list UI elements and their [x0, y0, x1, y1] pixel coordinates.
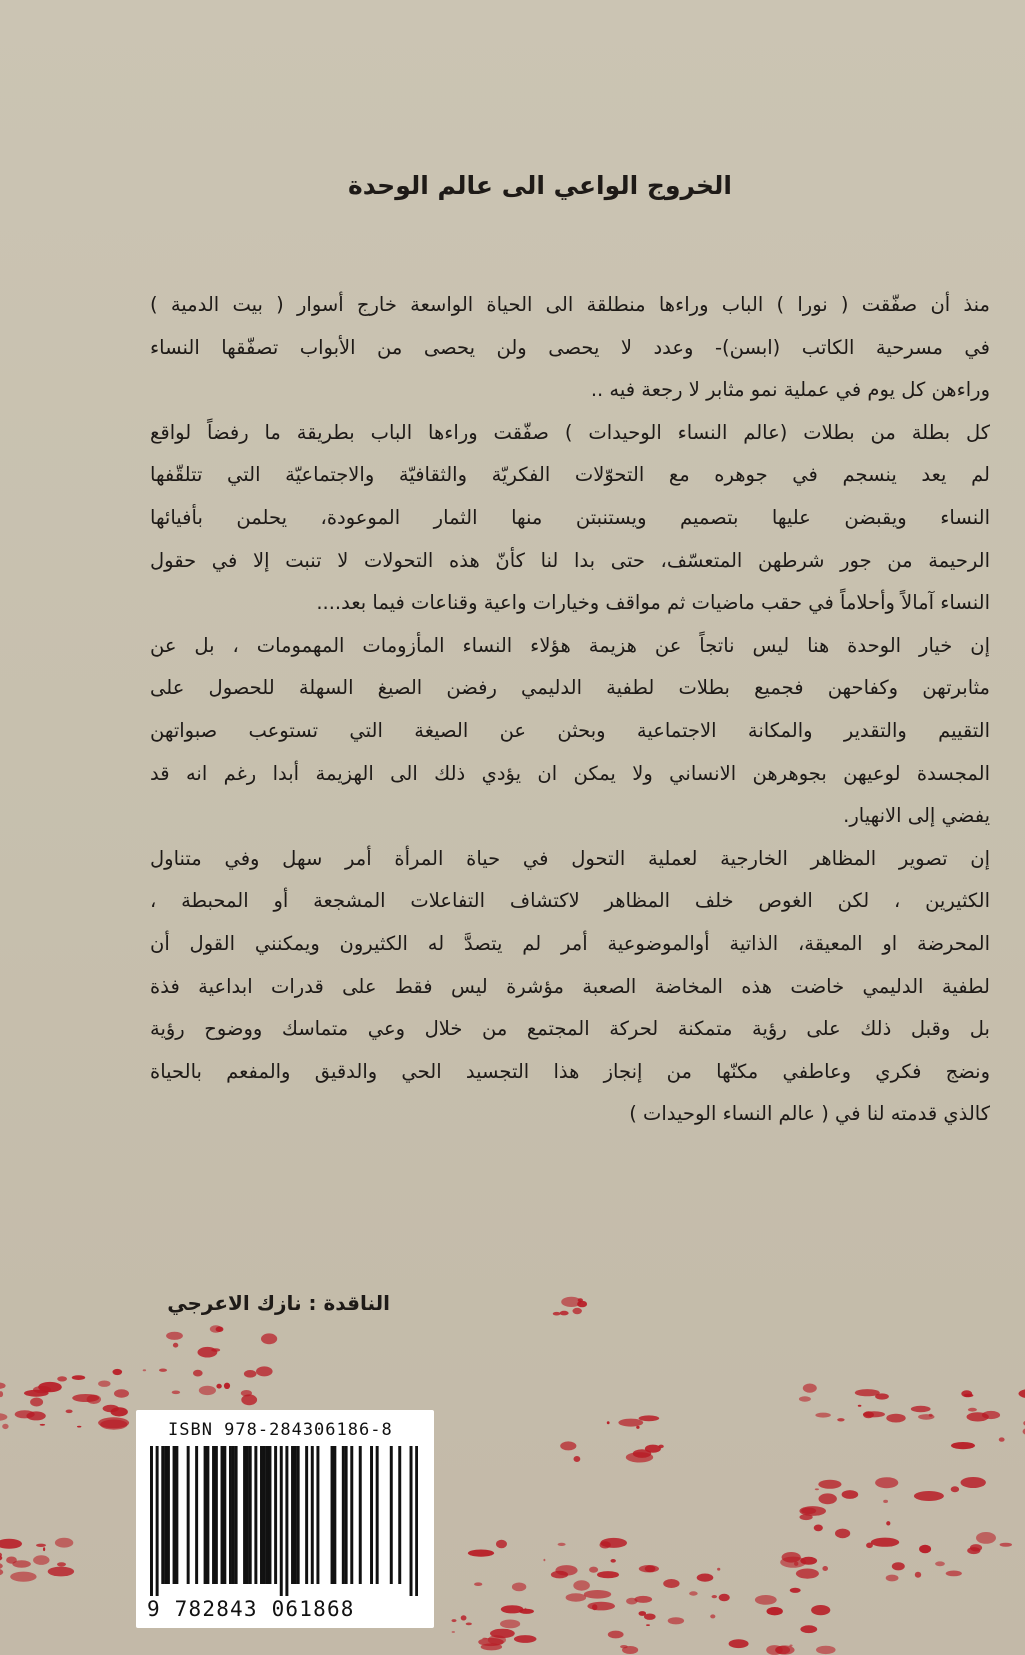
barcode-bar — [167, 1446, 170, 1584]
barcode-bar — [274, 1446, 277, 1584]
paragraph-2 — [150, 412, 990, 625]
text-line: لم يعد ينسجم في جوهره مع التحوّلات الفكريّة والثقافيّة والاجتماعيّة التي تتلقّفها — [150, 463, 990, 487]
barcode-bar — [175, 1446, 178, 1584]
text-line: المجسدة لوعيهن بجوهرهن الانساني ولا يمكن ان يؤدي ذلك الى الهزيمة أبدا رغم انه قد — [150, 761, 990, 785]
cover-title: الخروج الواعي الى عالم الوحدة — [347, 171, 733, 200]
barcode-bar — [410, 1446, 413, 1596]
barcode-bar — [342, 1446, 345, 1584]
barcode-bar — [150, 1446, 153, 1596]
barcode-bar — [316, 1446, 319, 1584]
text-line: التقييم والتقدير والمكانة الاجتماعية وبحثن عن الصيغة التي تستوعب صبواتهن — [150, 718, 990, 742]
barcode-bar — [235, 1446, 238, 1584]
barcode-bar — [195, 1446, 198, 1584]
barcode-bars — [150, 1446, 418, 1596]
barcode-bar — [215, 1446, 218, 1584]
barcode-bar — [345, 1446, 348, 1584]
text-line: النساء ويقبضن عليها بتصميم ويستنبتن منها الثمار الموعودة، يحلمن بأفيائها — [150, 505, 990, 529]
barcode-bar — [243, 1446, 246, 1584]
text-line: مثابرتهن وكفاحهن فجميع بطلات لطفية الدليمي رفضن الصيغ السهلة للحصول على — [150, 676, 990, 700]
text-line: المحرضة او المعيقة، الذاتية أوالموضوعية أمر لم يتصدَّ له الكثيرون ويمكنني القول أن — [150, 931, 990, 955]
barcode-bar — [266, 1446, 269, 1584]
text-line: منذ أن صفّقت ( نورا ) الباب وراءها منطلقة الى الحياة الواسعة خارج أسوار ( بيت الدمية ) — [150, 293, 990, 316]
critic-signature: الناقدة : نازك الاعرجي — [167, 1291, 390, 1315]
barcode-bar — [305, 1446, 308, 1584]
barcode-bar — [232, 1446, 235, 1584]
barcode-bar — [350, 1446, 353, 1584]
text-line: الرحيمة من جور شرطهن المتعسّف، حتى بدا لنا كأنّ هذه التحولات لا تنبت إلا في حقول — [150, 548, 990, 572]
barcode-bar — [223, 1446, 226, 1584]
barcode-bar — [254, 1446, 257, 1584]
barcode-bar — [246, 1446, 249, 1584]
barcode-bar — [161, 1446, 164, 1584]
barcode-bar — [156, 1446, 159, 1596]
barcode-bar — [297, 1446, 300, 1584]
isbn-label: ISBN 978-284306186-8 — [168, 1420, 393, 1440]
barcode-bar — [291, 1446, 294, 1584]
text-line: وراءهن كل يوم في عملية نمو مثابر لا رجعة فيه .. — [590, 378, 990, 402]
text-line: بل وقبل ذلك على رؤية متمكنة لحركة المجتمع من خلال وعي متماسك ووضوح رؤية — [150, 1017, 990, 1041]
barcode-bar — [263, 1446, 266, 1584]
ean-digits: 9 782843 061868 — [147, 1597, 355, 1621]
barcode-bar — [221, 1446, 224, 1584]
barcode-bar — [280, 1446, 283, 1596]
text-line: إن خيار الوحدة هنا ليس ناتجاً عن هزيمة هؤلاء النساء المأزومات المهمومات ، بل عن — [150, 633, 990, 657]
text-line: كل بطلة من بطلات (عالم النساء الوحيدات ) صفّقت وراءها الباب بطريقة ما رفضاً لواقع — [150, 420, 990, 444]
barcode-bar — [370, 1446, 373, 1584]
paragraph-3 — [150, 625, 990, 838]
barcode-bar — [415, 1446, 418, 1596]
barcode-bar — [390, 1446, 393, 1584]
barcode-bar — [359, 1446, 362, 1584]
text-line: النساء آمالاً وأحلاماً في حقب ماضيات ثم مواقف وخيارات واعية وقناعات فيما بعد.... — [316, 591, 990, 615]
barcode-bar — [268, 1446, 271, 1584]
text-line: ونضج فكري وعاطفي مكنّها من إنجاز هذا التجسيد الحي والدقيق والمفعم بالحياة — [150, 1059, 990, 1083]
barcode-bar — [398, 1446, 401, 1584]
barcode-bar — [206, 1446, 209, 1584]
barcode-bar — [173, 1446, 176, 1584]
barcode-bar — [333, 1446, 336, 1584]
blurb-text — [150, 284, 990, 1136]
barcode-bar — [376, 1446, 379, 1584]
text-line: لطفية الدليمي خاضت هذه المخاضة الصعبة مؤشرة ليس فقط على قدرات ابداعية فذة — [150, 974, 990, 998]
paragraph-1 — [150, 284, 990, 412]
barcode-bar — [212, 1446, 215, 1584]
text-line: كالذي قدمته لنا في ( عالم النساء الوحيدات ) — [629, 1102, 990, 1126]
text-line: إن تصوير المظاهر الخارجية لعملية التحول في حياة المرأة أمر سهل وفي متناول — [150, 846, 990, 870]
barcode-bar — [311, 1446, 314, 1584]
text-line: الكثيرين ، لكن الغوص خلف المظاهر لاكتشاف التفاعلات المشجعة أو المحبطة ، — [150, 889, 990, 913]
text-line: يفضي إلى الانهيار. — [843, 804, 990, 828]
barcode-bar — [204, 1446, 207, 1584]
barcode-bar — [164, 1446, 167, 1584]
barcode-bar — [187, 1446, 190, 1584]
barcode-bar — [249, 1446, 252, 1584]
barcode-bar — [260, 1446, 263, 1584]
paragraph-4 — [150, 838, 990, 1136]
barcode-bar — [294, 1446, 297, 1584]
barcode-bar — [285, 1446, 288, 1596]
text-line: في مسرحية الكاتب (ابسن)- وعدد لا يحصى ولن يحصى من الأبواب تصفّقها النساء — [150, 335, 990, 359]
barcode-bar — [331, 1446, 334, 1584]
barcode-bar — [229, 1446, 232, 1584]
